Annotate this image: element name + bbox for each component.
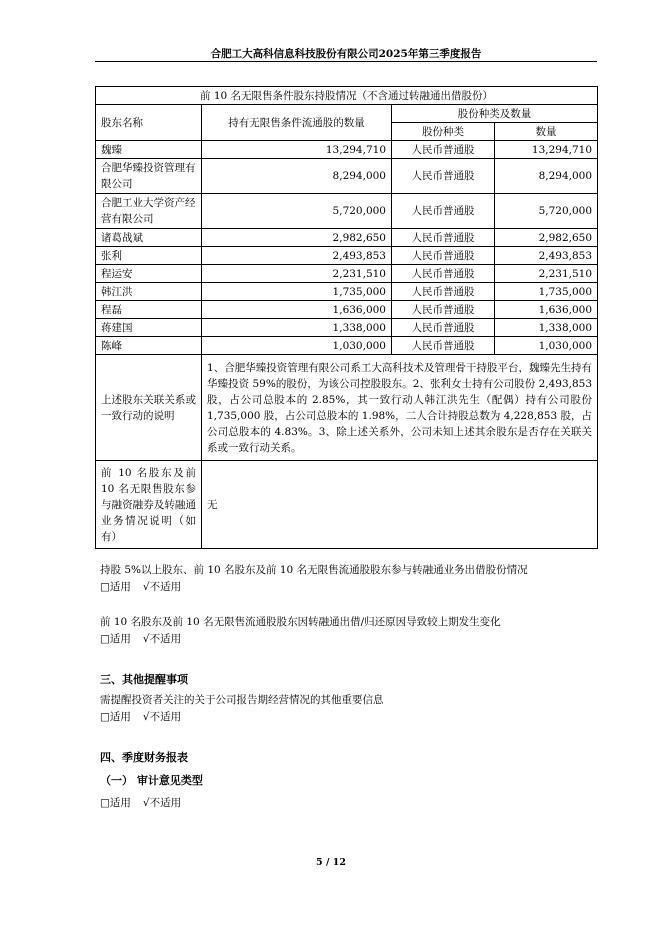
share-amount: 1,735,000: [495, 283, 598, 301]
table-row: [96, 229, 598, 247]
share-amount: 1,636,000: [495, 301, 598, 319]
section-3-title: 三、其他提醒事项: [100, 673, 188, 686]
applicable-option: □适用: [100, 711, 131, 723]
header-rule: [95, 61, 597, 62]
relation-label: 上述股东关联关系或一致行动的说明: [96, 355, 202, 461]
holder-qty: 1,636,000: [202, 301, 392, 319]
check-reminder: [100, 709, 193, 725]
check-audit: [100, 795, 193, 811]
para-change: 前 10 名股东及前 10 名无限售流通股股东因转融通出借/归还原因导致较上期发生变化: [100, 616, 501, 628]
margin-text: 无: [202, 461, 598, 549]
share-type: 人民币普通股: [392, 283, 495, 301]
share-type: 人民币普通股: [392, 319, 495, 337]
table-row: [96, 319, 598, 337]
share-type: 人民币普通股: [392, 141, 495, 159]
holder-name: 合肥工业大学资产经营有限公司: [96, 194, 202, 229]
share-amount: 2,493,853: [495, 247, 598, 265]
table-row: [96, 159, 598, 194]
holder-qty: 2,982,650: [202, 229, 392, 247]
holder-name: 陈峰: [96, 337, 202, 355]
share-amount: 13,294,710: [495, 141, 598, 159]
holder-qty: 13,294,710: [202, 141, 392, 159]
not-applicable-option: √不适用: [142, 633, 182, 645]
share-type: 人民币普通股: [392, 229, 495, 247]
holder-qty: 2,493,853: [202, 247, 392, 265]
holder-qty: 5,720,000: [202, 194, 392, 229]
holder-name: 蒋建国: [96, 319, 202, 337]
holder-name: 程运安: [96, 265, 202, 283]
share-amount: 2,982,650: [495, 229, 598, 247]
holder-qty: 2,231,510: [202, 265, 392, 283]
table-row: [96, 141, 598, 159]
applicable-option: □适用: [100, 581, 131, 593]
table-row: [96, 283, 598, 301]
share-type: 人民币普通股: [392, 265, 495, 283]
share-amount: 2,231,510: [495, 265, 598, 283]
col-header-share-type: 股份种类: [392, 123, 495, 141]
holder-name: 程磊: [96, 301, 202, 319]
check-change: [100, 631, 193, 647]
table-row: [96, 337, 598, 355]
table-row: [96, 194, 598, 229]
not-applicable-option: √不适用: [142, 797, 182, 809]
top10-holders-table: [95, 86, 598, 549]
holder-name: 合肥华臻投资管理有限公司: [96, 159, 202, 194]
col-header-share-group: 股份种类及数量: [392, 105, 598, 123]
check-lending: [100, 579, 193, 595]
holder-name: 魏臻: [96, 141, 202, 159]
holder-qty: 1,030,000: [202, 337, 392, 355]
holder-name: 张利: [96, 247, 202, 265]
not-applicable-option: √不适用: [142, 711, 182, 723]
applicable-option: □适用: [100, 797, 131, 809]
holder-qty: 1,735,000: [202, 283, 392, 301]
document-header: 合肥工大高科信息科技股份有限公司2025年第三季度报告: [210, 48, 482, 60]
margin-label: 前 10 名股东及前 10 名无限售股东参与融资融券及转融通业务情况说明（如有）: [96, 461, 202, 549]
table-row: [96, 247, 598, 265]
holder-name: 韩江洪: [96, 283, 202, 301]
share-amount: 5,720,000: [495, 194, 598, 229]
section-4-title: 四、季度财务报表: [100, 751, 188, 764]
not-applicable-option: √不适用: [142, 581, 182, 593]
share-amount: 1,030,000: [495, 337, 598, 355]
relation-text: 1、合肥华臻投资管理有限公司系工大高科技术及管理骨干持股平台，魏臻先生持有华臻投资 59%的股份，为该公司控股股东。2、张利女士持有公司股份 2,493,853 股，占公司总股本的 2.85%，其一致行动人韩江洪先生（配偶）持有公司股份 1,735,000 股，占公司总股本的 1.98%，二人合计持股总数为 4,228,853 股，占公司总股本的 4.83%。3、除上述关系外，公司未知上述其余股东是否存在关联关系或一致行动关系。: [202, 355, 598, 461]
col-header-name: 股东名称: [96, 105, 202, 141]
table-row: [96, 301, 598, 319]
para-lending: 持股 5%以上股东、前 10 名股东及前 10 名无限售流通股股东参与转融通业务出借股份情况: [100, 564, 528, 576]
share-type: 人民币普通股: [392, 159, 495, 194]
col-header-share-qty: 数量: [495, 123, 598, 141]
page-number: 5 / 12: [316, 857, 346, 868]
share-type: 人民币普通股: [392, 247, 495, 265]
holder-qty: 1,338,000: [202, 319, 392, 337]
share-amount: 8,294,000: [495, 159, 598, 194]
share-type: 人民币普通股: [392, 194, 495, 229]
col-header-qty: 持有无限售条件流通股的数量: [202, 105, 392, 141]
table-title: 前 10 名无限售条件股东持股情况（不含通过转融通出借股份）: [96, 87, 598, 105]
holder-qty: 8,294,000: [202, 159, 392, 194]
section-4-subtitle: （一） 审计意见类型: [100, 774, 203, 787]
para-reminder: 需提醒投资者关注的关于公司报告期经营情况的其他重要信息: [100, 694, 384, 706]
table-row: [96, 265, 598, 283]
share-amount: 1,338,000: [495, 319, 598, 337]
applicable-option: □适用: [100, 633, 131, 645]
share-type: 人民币普通股: [392, 337, 495, 355]
share-type: 人民币普通股: [392, 301, 495, 319]
holder-name: 诸葛战斌: [96, 229, 202, 247]
